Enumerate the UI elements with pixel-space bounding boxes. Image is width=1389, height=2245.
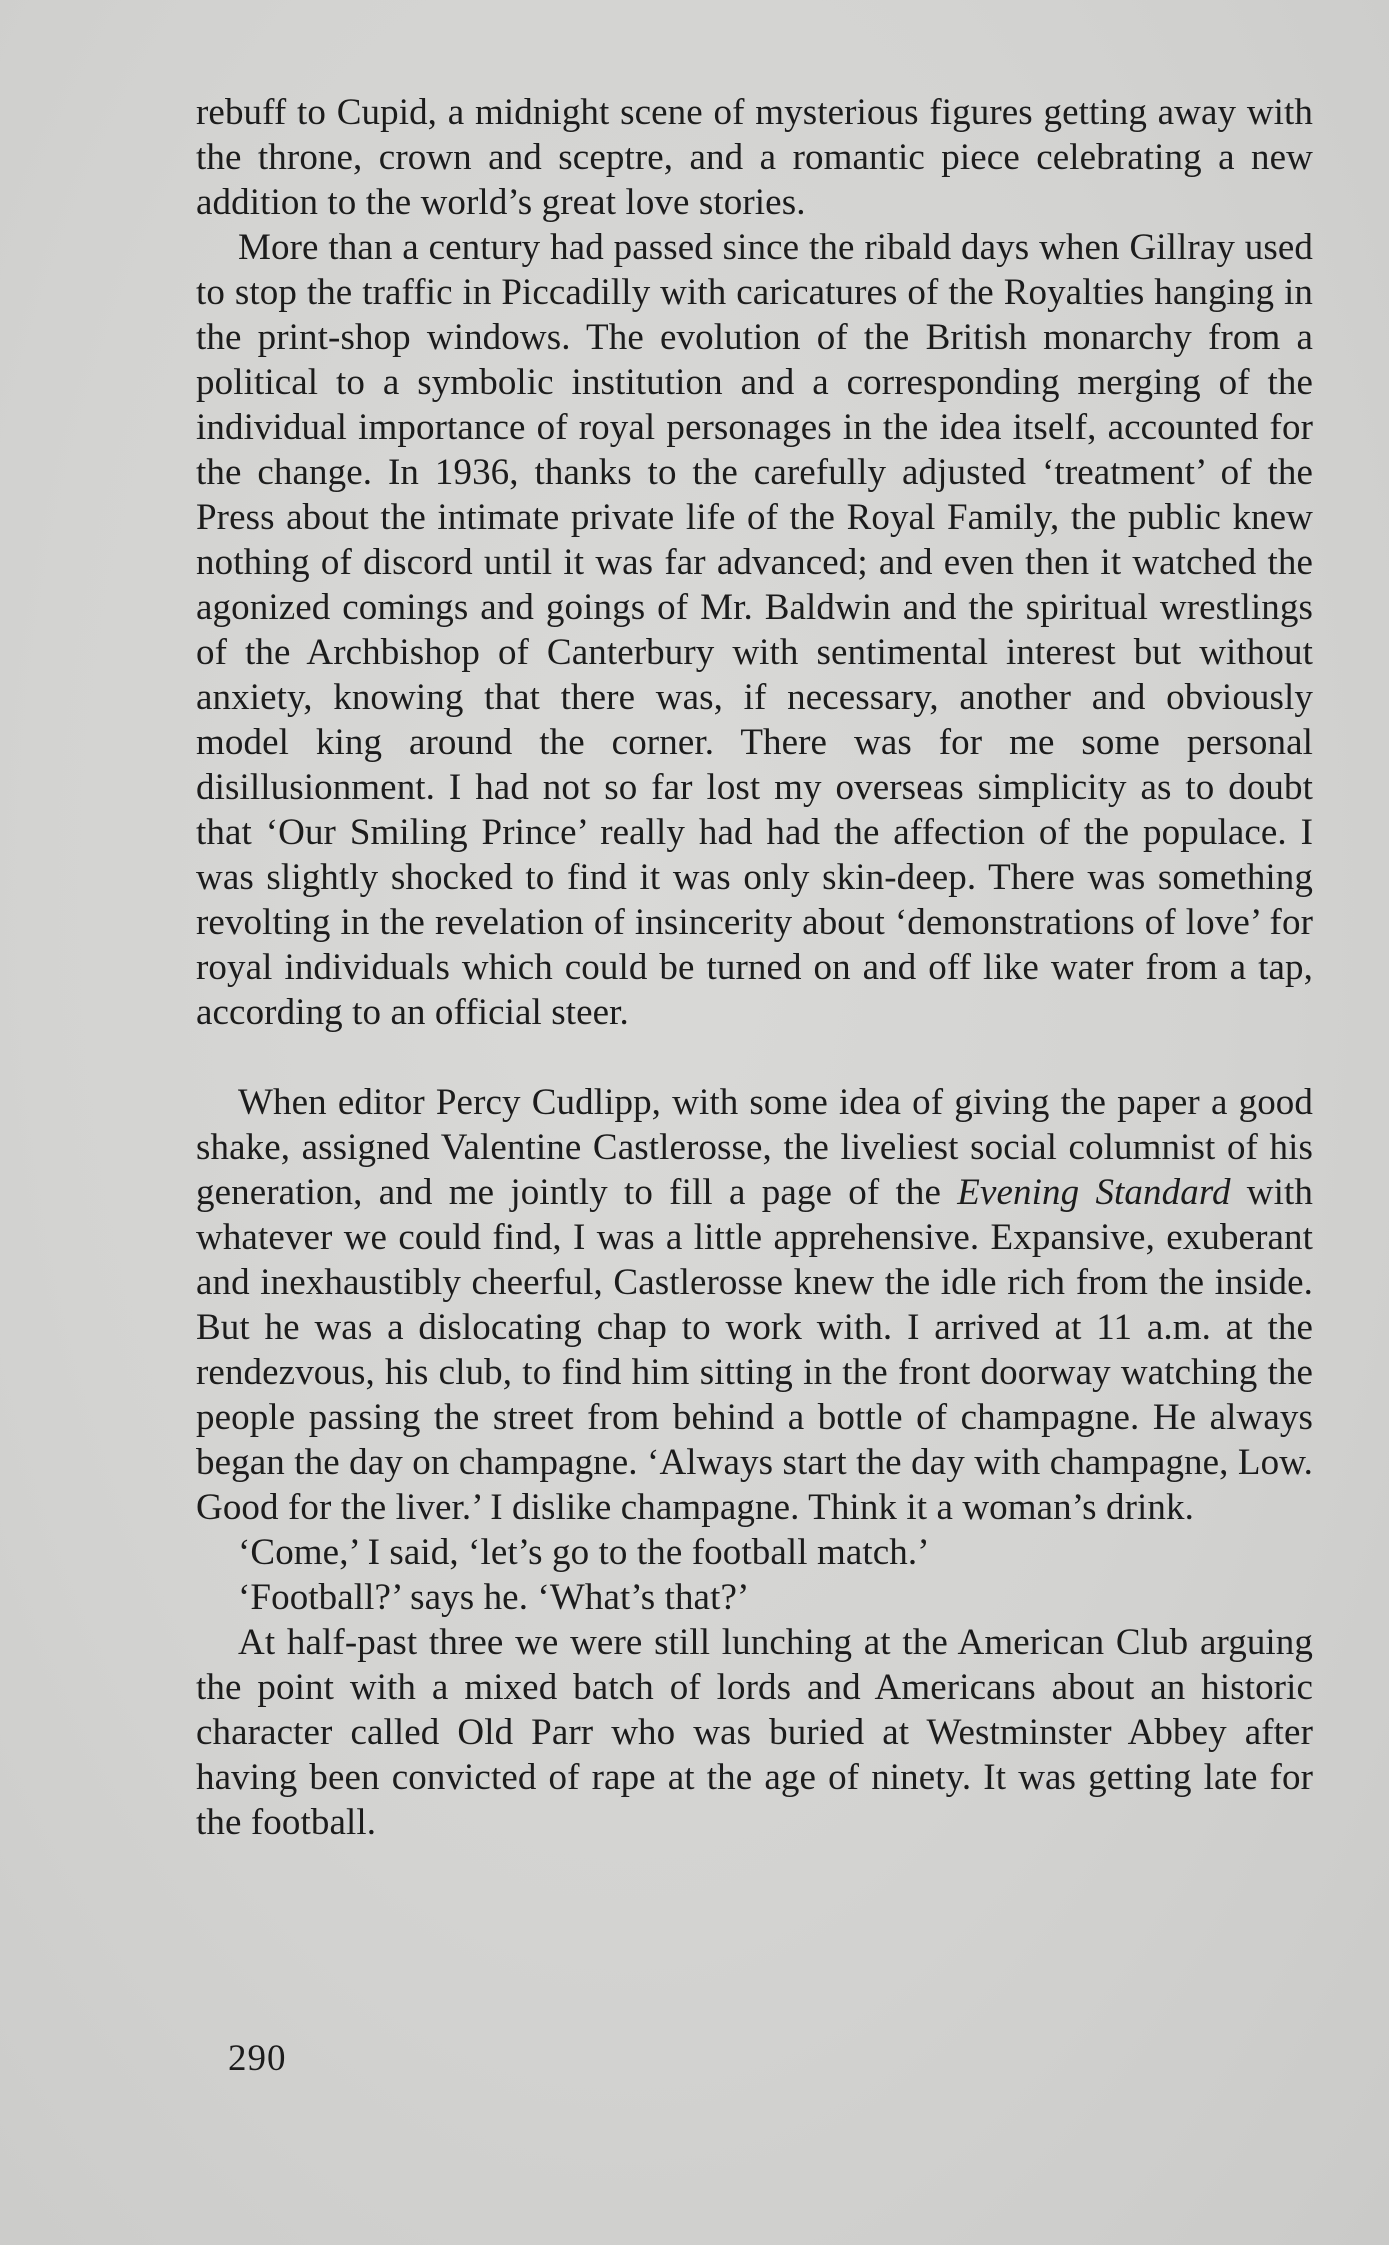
- dialogue-football: ‘Football?’ says he. ‘What’s that?’: [238, 1577, 750, 1618]
- paragraph-castlerosse-after: with whatever we could find, I was a little apprehensive. Expansive, exuberant and inexhaustibly cheerful, Castlerosse knew the idle rich from the inside. But he was a dislocating chap to work with. I arrived at 11 a.m. at the rendezvous, his club, to find him sitting in the front doorway watching the people passing the street from behind a bottle of champagne. He always began the day on champagne. ‘Always start the day with champagne, Low. Good for the liver.’ I dislike champagne. Think it a woman’s drink.: [196, 1172, 1313, 1528]
- body-text: [196, 90, 1313, 1845]
- paragraph-castlerosse-before: When editor Percy Cudlipp, with some idea of giving the paper a good shake, assigned Valentine Castlerosse, the liveliest social columnist of his generation, and me jointly to fill a page of the: [196, 1082, 1313, 1213]
- dialogue-come: ‘Come,’ I said, ‘let’s go to the football match.’: [238, 1532, 930, 1573]
- paragraph-castlerosse: [196, 1080, 1313, 1530]
- newspaper-title: Evening Standard: [957, 1172, 1231, 1213]
- paragraph-monarchy: More than a century had passed since the ribald days when Gillray used to stop the traffic in Piccadilly with caricatures of the Royalties hanging in the print-shop windows. The evolution of the British monarchy from a political to a symbolic institution and a corresponding merging of the individual importance of royal personages in the idea itself, accounted for the change. In 1936, thanks to the carefully adjusted ‘treatment’ of the Press about the intimate private life of the Royal Family, the public knew nothing of discord until it was far advanced; and even then it watched the agonized comings and goings of Mr. Baldwin and the spiritual wrestlings of the Archbishop of Canterbury with sentimental interest but without anxiety, knowing that there was, if necessary, another and obviously model king around the corner. There was for me some personal disillusionment. I had not so far lost my overseas simplicity as to doubt that ‘Our Smiling Prince’ really had had the affection of the populace. I was slightly shocked to find it was only skin-deep. There was something revolting in the revelation of insincerity about ‘demonstrations of love’ for royal individuals which could be turned on and off like water from a tap, according to an official steer.: [196, 227, 1313, 1033]
- paragraph-american-club: At half-past three we were still lunching at the American Club arguing the point with a mixed batch of lords and Americans about an historic character called Old Parr who was buried at Westminster Abbey after having been convicted of rape at the age of ninety. It was getting late for the football.: [196, 1622, 1313, 1843]
- paragraph-continuation: rebuff to Cupid, a midnight scene of mysterious figures getting away with the throne, crown and sceptre, and a romantic piece celebrating a new addition to the world’s great love stories.: [196, 92, 1313, 223]
- page-number: 290: [228, 2038, 287, 2079]
